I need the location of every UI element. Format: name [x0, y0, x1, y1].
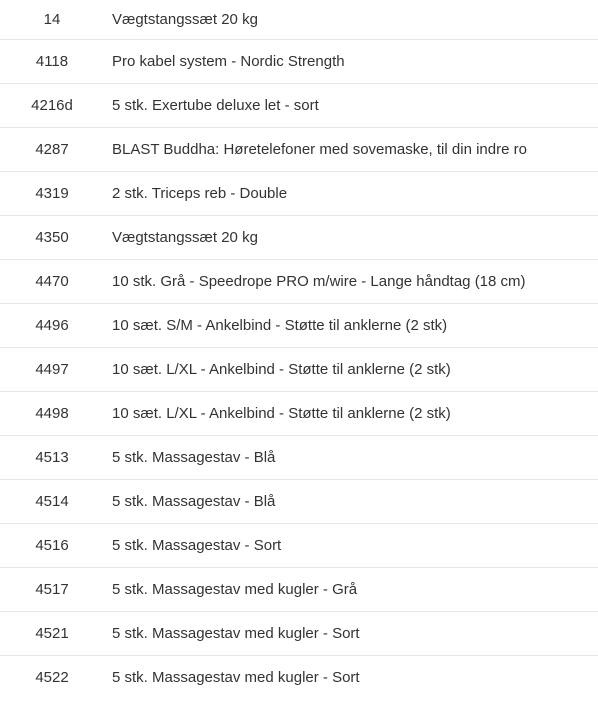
- product-id-cell: 4522: [35, 669, 69, 686]
- product-id-cell: 4516: [0, 524, 104, 568]
- product-id-cell: 4521: [0, 612, 104, 656]
- product-id-cell: 4118: [0, 40, 104, 84]
- product-name-cell: 10 stk. Grå - Speedrope PRO m/wire - Lange håndtag (18 cm): [104, 260, 598, 304]
- product-name-cell: 5 stk. Massagestav med kugler - Sort: [104, 612, 598, 656]
- product-name-cell: 5 stk. Massagestav med kugler - Sort: [112, 669, 360, 686]
- table-row: [0, 260, 598, 304]
- product-id-cell: 4287: [0, 128, 104, 172]
- product-id-cell: 4350: [0, 216, 104, 260]
- product-id-cell: 4470: [0, 260, 104, 304]
- product-id-cell: 4216d: [0, 84, 104, 128]
- table-row: [0, 656, 598, 700]
- product-name-cell: 5 stk. Massagestav - Blå: [104, 436, 598, 480]
- table-row: [0, 612, 598, 656]
- product-name-cell: 10 sæt. L/XL - Ankelbind - Støtte til anklerne (2 stk): [104, 348, 598, 392]
- table-row: [0, 172, 598, 216]
- table-row: [0, 392, 598, 436]
- product-id-cell: 4496: [0, 304, 104, 348]
- product-id-cell: 14: [0, 0, 104, 40]
- product-name-cell: Vægtstangssæt 20 kg: [104, 0, 598, 40]
- product-name-cell: 10 sæt. S/M - Ankelbind - Støtte til anklerne (2 stk): [104, 304, 598, 348]
- product-name-cell: Vægtstangssæt 20 kg: [104, 216, 598, 260]
- table-row: [0, 480, 598, 524]
- table-row: [0, 304, 598, 348]
- product-id-cell: 4514: [0, 480, 104, 524]
- product-id-cell: 4513: [0, 436, 104, 480]
- table-row: [0, 524, 598, 568]
- product-name-cell: BLAST Buddha: Høretelefoner med sovemaske, til din indre ro: [104, 128, 598, 172]
- table-row: [0, 436, 598, 480]
- table-row: [0, 348, 598, 392]
- table-row: [0, 40, 598, 84]
- table-row: [0, 216, 598, 260]
- product-id-cell: 4498: [0, 392, 104, 436]
- product-id-cell: 4517: [0, 568, 104, 612]
- product-name-cell: 5 stk. Massagestav - Blå: [104, 480, 598, 524]
- table-row: [0, 568, 598, 612]
- product-name-cell: 5 stk. Massagestav med kugler - Grå: [104, 568, 598, 612]
- table-row: [0, 128, 598, 172]
- product-name-cell: Pro kabel system - Nordic Strength: [104, 40, 598, 84]
- product-name-cell: 5 stk. Massagestav - Sort: [104, 524, 598, 568]
- table-row: [0, 84, 598, 128]
- product-id-cell: 4319: [0, 172, 104, 216]
- product-id-cell: 4497: [0, 348, 104, 392]
- product-name-cell: 2 stk. Triceps reb - Double: [104, 172, 598, 216]
- product-name-cell: 10 sæt. L/XL - Ankelbind - Støtte til anklerne (2 stk): [104, 392, 598, 436]
- product-name-cell: 5 stk. Exertube deluxe let - sort: [104, 84, 598, 128]
- table-row: [0, 0, 598, 40]
